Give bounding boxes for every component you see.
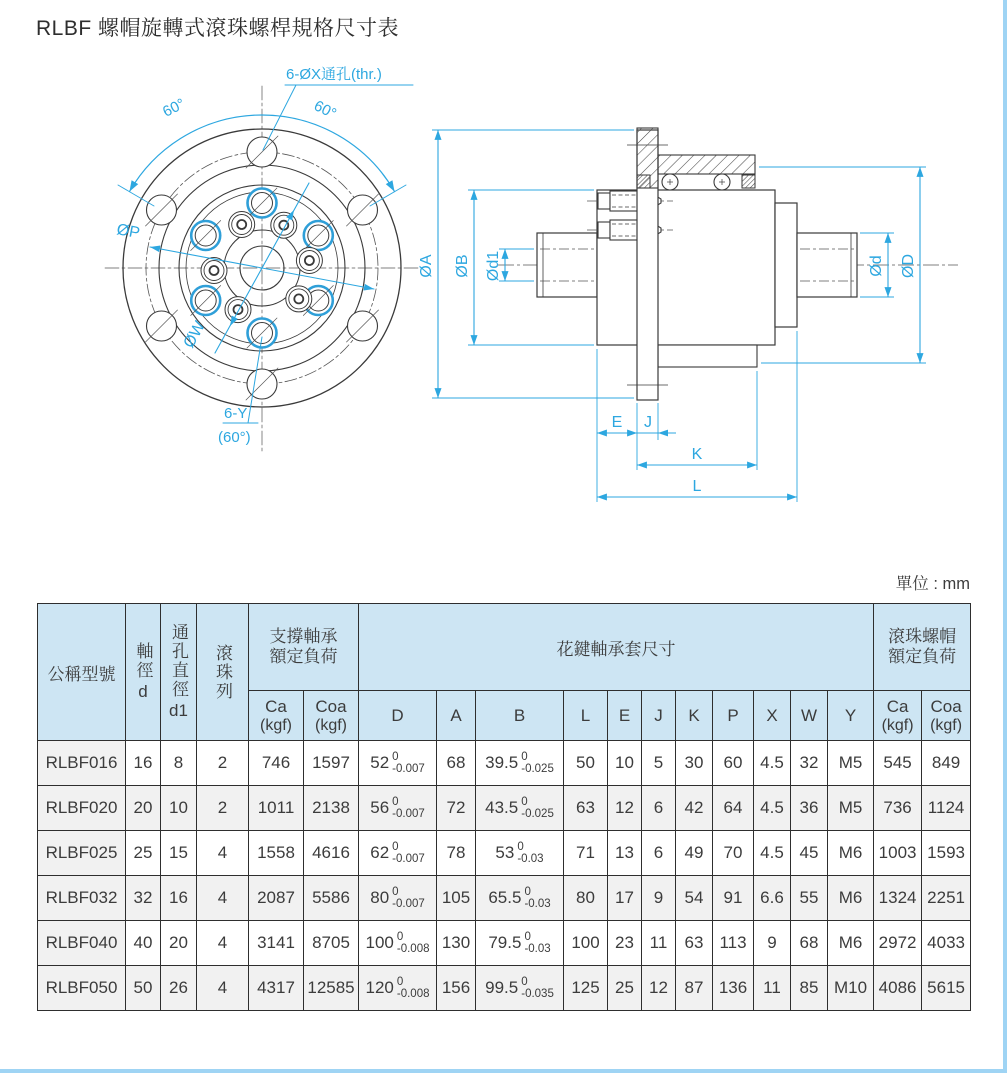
cell-d: 20 [126,786,161,831]
cell-balls: 4 [197,831,249,876]
front-view-drawing [105,65,420,452]
table-row [38,966,971,1011]
header-dim-J: J [642,691,676,741]
cell-L: 125 [564,966,608,1011]
cell-support_ca: 2087 [249,876,304,921]
header-hole-dia-sym: d1 [169,701,188,720]
cell-W: 85 [791,966,828,1011]
cell-nut_coa: 849 [922,741,971,786]
header-shaft-dia-sym: d [138,682,148,701]
dim-label-dia-d: Ød [868,255,885,277]
left-shaft [537,233,597,297]
cell-J: 9 [642,876,676,921]
cell-E: 10 [608,741,642,786]
cell-d1: 10 [161,786,197,831]
cell-W: 55 [791,876,828,921]
cell-E: 12 [608,786,642,831]
cell-W: 45 [791,831,828,876]
cell-P: 136 [713,966,754,1011]
cell-E: 13 [608,831,642,876]
cell-d1: 20 [161,921,197,966]
cell-nut_ca: 545 [874,741,922,786]
thru-hole-label: 6-ØX通孔(thr.) [286,66,382,83]
cell-support_coa: 2138 [304,786,359,831]
dim-label-l: L [692,478,702,495]
table-row [38,786,971,831]
header-hole-dia-cjk: 通孔直徑 [169,623,188,699]
cell-P: 113 [713,921,754,966]
dim-label-j: J [644,414,652,431]
cell-J: 5 [642,741,676,786]
cell-support_ca: 746 [249,741,304,786]
cell-A: 130 [437,921,476,966]
cell-d: 50 [126,966,161,1011]
cell-J: 6 [642,786,676,831]
cell-model: RLBF040 [38,921,126,966]
spec-table-body [38,741,971,1011]
cell-X: 4.5 [754,831,791,876]
cell-support_coa: 4616 [304,831,359,876]
cell-support_coa: 8705 [304,921,359,966]
cell-Y: M5 [828,741,874,786]
housing-section [637,128,755,190]
side-view-drawing [418,128,958,502]
cell-support_ca: 1011 [249,786,304,831]
cell-d1: 15 [161,831,197,876]
cell-B: 79.5 0 -0.03 [476,921,564,966]
header-support-bearing-group [249,604,359,691]
cell-X: 6.6 [754,876,791,921]
cell-K: 30 [676,741,713,786]
cell-support_coa: 12585 [304,966,359,1011]
cell-Y: M6 [828,831,874,876]
header-ball-rows [197,604,249,741]
dia-w-label: ØW [180,318,209,351]
cell-Y: M6 [828,876,874,921]
cell-nut_ca: 736 [874,786,922,831]
bearing-balls [662,174,730,190]
header-support-coa: Coa (kgf) [304,691,359,741]
cell-nut_coa: 1593 [922,831,971,876]
cell-B: 43.5 0 -0.025 [476,786,564,831]
cell-A: 78 [437,831,476,876]
cell-K: 49 [676,831,713,876]
cell-J: 6 [642,831,676,876]
tap-angle-label: (60°) [218,429,251,446]
cell-E: 23 [608,921,642,966]
cell-model: RLBF032 [38,876,126,921]
cell-L: 63 [564,786,608,831]
cell-balls: 4 [197,966,249,1011]
header-dim-E: E [608,691,642,741]
seal-left [637,175,650,188]
tap-label: 6-Y [224,405,248,422]
cell-balls: 2 [197,786,249,831]
dim-label-dia-a: ØA [418,254,435,278]
cell-d: 40 [126,921,161,966]
header-dim-L: L [564,691,608,741]
header-shaft-dia [126,604,161,741]
cell-support_ca: 4317 [249,966,304,1011]
dim-label-k: K [691,446,703,463]
cell-K: 63 [676,921,713,966]
dim-label-dia-big-d: ØD [900,254,917,278]
header-nut-group [874,604,971,691]
cell-support_coa: 5586 [304,876,359,921]
header-spline-group: 花鍵軸承套尺寸 [359,604,874,691]
header-shaft-dia-cjk: 軸徑 [133,642,153,680]
header-dim-K: K [676,691,713,741]
cell-W: 36 [791,786,828,831]
cell-D: 100 0 -0.008 [359,921,437,966]
header-dim-X: X [754,691,791,741]
page-title: RLBF 螺帽旋轉式滾珠螺桿規格尺寸表 [36,17,400,40]
cell-D: 62 0 -0.007 [359,831,437,876]
cell-Y: M6 [828,921,874,966]
cell-d: 25 [126,831,161,876]
table-row [38,876,971,921]
cell-X: 9 [754,921,791,966]
cell-L: 50 [564,741,608,786]
cell-d1: 16 [161,876,197,921]
cell-nut_ca: 4086 [874,966,922,1011]
cell-L: 80 [564,876,608,921]
cell-model: RLBF025 [38,831,126,876]
cell-P: 60 [713,741,754,786]
cell-balls: 4 [197,876,249,921]
cell-support_ca: 3141 [249,921,304,966]
cell-D: 56 0 -0.007 [359,786,437,831]
cell-nut_coa: 2251 [922,876,971,921]
cell-A: 156 [437,966,476,1011]
cell-W: 68 [791,921,828,966]
cell-model: RLBF016 [38,741,126,786]
cell-d1: 8 [161,741,197,786]
cell-nut_coa: 4033 [922,921,971,966]
seal-right [742,175,755,188]
cell-L: 100 [564,921,608,966]
cell-balls: 2 [197,741,249,786]
cell-A: 68 [437,741,476,786]
cell-model: RLBF050 [38,966,126,1011]
cell-J: 12 [642,966,676,1011]
cell-D: 120 0 -0.008 [359,966,437,1011]
header-support-ca: Ca (kgf) [249,691,304,741]
dia-p-label: ØP [115,221,142,243]
table-row [38,741,971,786]
cell-Y: M10 [828,966,874,1011]
nut-body [597,190,775,345]
cell-K: 87 [676,966,713,1011]
cell-E: 25 [608,966,642,1011]
header-ball-rows-cjk: 滾珠列 [213,643,232,701]
cell-B: 65.5 0 -0.03 [476,876,564,921]
table-row [38,831,971,876]
header-dim-D: D [359,691,437,741]
nut-body-lower-step [658,345,757,367]
cell-nut_ca: 1003 [874,831,922,876]
header-model: 公稱型號 [38,604,126,741]
cell-P: 91 [713,876,754,921]
cell-nut_ca: 1324 [874,876,922,921]
header-support-line1: 支撐軸承 [269,626,338,646]
cell-support_ca: 1558 [249,831,304,876]
unit-note: 單位 : mm [895,575,970,593]
dim-label-dia-b: ØB [454,254,471,278]
header-support-line2: 額定負荷 [269,647,338,666]
header-dim-A: A [437,691,476,741]
cell-P: 64 [713,786,754,831]
header-dim-B: B [476,691,564,741]
table-row [38,921,971,966]
cell-K: 54 [676,876,713,921]
header-nut-coa: Coa (kgf) [922,691,971,741]
header-hole-dia [161,604,197,741]
cell-B: 99.5 0 -0.035 [476,966,564,1011]
cell-nut_coa: 1124 [922,786,971,831]
dim-label-e: E [611,414,623,431]
right-shaft [797,233,857,297]
header-nut-line1: 滾珠螺帽 [888,626,957,646]
header-nut-ca: Ca (kgf) [874,691,922,741]
cell-A: 72 [437,786,476,831]
cell-E: 17 [608,876,642,921]
header-dim-W: W [791,691,828,741]
angle-left-label: 60° [159,95,188,121]
cell-d: 32 [126,876,161,921]
cell-B: 39.5 0 -0.025 [476,741,564,786]
cell-L: 71 [564,831,608,876]
cell-d1: 26 [161,966,197,1011]
cell-balls: 4 [197,921,249,966]
cell-K: 42 [676,786,713,831]
cell-J: 11 [642,921,676,966]
cell-X: 4.5 [754,741,791,786]
cell-nut_ca: 2972 [874,921,922,966]
cell-X: 11 [754,966,791,1011]
header-dim-P: P [713,691,754,741]
cell-W: 32 [791,741,828,786]
cell-B: 53 0 -0.03 [476,831,564,876]
step-ring [775,203,797,327]
cell-model: RLBF020 [38,786,126,831]
cell-A: 105 [437,876,476,921]
cell-Y: M5 [828,786,874,831]
cell-X: 4.5 [754,786,791,831]
header-nut-line2: 額定負荷 [888,647,957,666]
header-dim-Y: Y [828,691,874,741]
cell-support_coa: 1597 [304,741,359,786]
cell-D: 52 0 -0.007 [359,741,437,786]
cell-P: 70 [713,831,754,876]
spec-table [37,603,971,1011]
cell-d: 16 [126,741,161,786]
cell-nut_coa: 5615 [922,966,971,1011]
cell-D: 80 0 -0.007 [359,876,437,921]
angle-right-label: 60° [311,97,340,123]
dim-label-dia-d1: Ød1 [485,250,502,282]
